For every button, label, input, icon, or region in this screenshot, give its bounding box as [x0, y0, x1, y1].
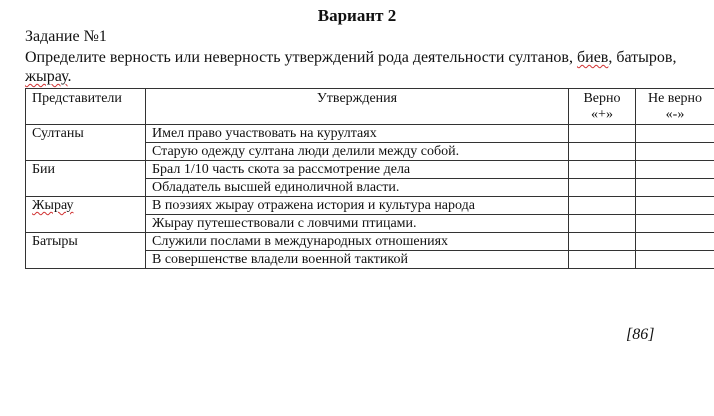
statement-cell: Старую одежду султана люди делили между собой.: [146, 143, 569, 161]
statement-cell: Служили послами в международных отношениях: [146, 233, 569, 251]
true-answer-cell[interactable]: [569, 215, 636, 233]
true-answer-cell[interactable]: [569, 179, 636, 197]
false-answer-cell[interactable]: [636, 251, 714, 269]
false-answer-cell[interactable]: [636, 197, 714, 215]
instruction-word-zhyrau: жырау: [25, 68, 68, 85]
instruction-text: Определите верность или неверность утверждений рода деятельности султанов,: [25, 49, 577, 66]
false-answer-cell[interactable]: [636, 125, 714, 143]
statement-cell: Жырау путешествовали с ловчими птицами.: [146, 215, 569, 233]
page-number: [86]: [626, 326, 655, 343]
representative-sultans: Султаны: [26, 125, 146, 161]
representative-batyrs: Батыры: [26, 233, 146, 269]
false-answer-cell[interactable]: [636, 233, 714, 251]
false-answer-cell[interactable]: [636, 143, 714, 161]
statement-cell: В поэзиях жырау отражена история и культура народа: [146, 197, 569, 215]
statement-cell: Брал 1/10 часть скота за рассмотрение дела: [146, 161, 569, 179]
instruction-end: .: [67, 68, 72, 85]
header-false-label: Не верно: [647, 91, 703, 106]
table-row: [26, 125, 714, 143]
false-answer-cell[interactable]: [636, 161, 714, 179]
table-header-row: [26, 89, 714, 125]
table-body: [26, 125, 714, 269]
table-row: [26, 233, 714, 251]
statement-cell: Имел право участвовать на курултаях: [146, 125, 569, 143]
table-row: [26, 161, 714, 179]
header-representatives: Представители: [26, 89, 146, 125]
representative-biys: Бии: [26, 161, 146, 197]
task-title: Задание №1: [25, 28, 107, 45]
instruction-separator: , батыров,: [608, 49, 677, 66]
header-false: [636, 89, 714, 125]
true-answer-cell[interactable]: [569, 143, 636, 161]
header-true-sign: «+»: [591, 107, 613, 122]
false-answer-cell[interactable]: [636, 179, 714, 197]
header-statements: Утверждения: [146, 89, 569, 125]
header-false-sign: «-»: [665, 107, 685, 122]
statement-cell: В совершенстве владели военной тактикой: [146, 251, 569, 269]
true-answer-cell[interactable]: [569, 233, 636, 251]
task-instruction: [25, 48, 705, 86]
header-true: [569, 89, 636, 125]
instruction-word-biev: биев: [576, 49, 609, 66]
true-answer-cell[interactable]: [569, 161, 636, 179]
representative-zhyrau: [26, 197, 146, 233]
table-row: [26, 197, 714, 215]
true-answer-cell[interactable]: [569, 125, 636, 143]
statements-table: [25, 88, 714, 269]
true-answer-cell[interactable]: [569, 197, 636, 215]
false-answer-cell[interactable]: [636, 215, 714, 233]
header-true-label: Верно: [583, 91, 621, 106]
true-answer-cell[interactable]: [569, 251, 636, 269]
representative-zhyrau-label: Жырау: [32, 198, 74, 213]
variant-title: Вариант 2: [317, 6, 397, 25]
statement-cell: Обладатель высшей единоличной власти.: [146, 179, 569, 197]
